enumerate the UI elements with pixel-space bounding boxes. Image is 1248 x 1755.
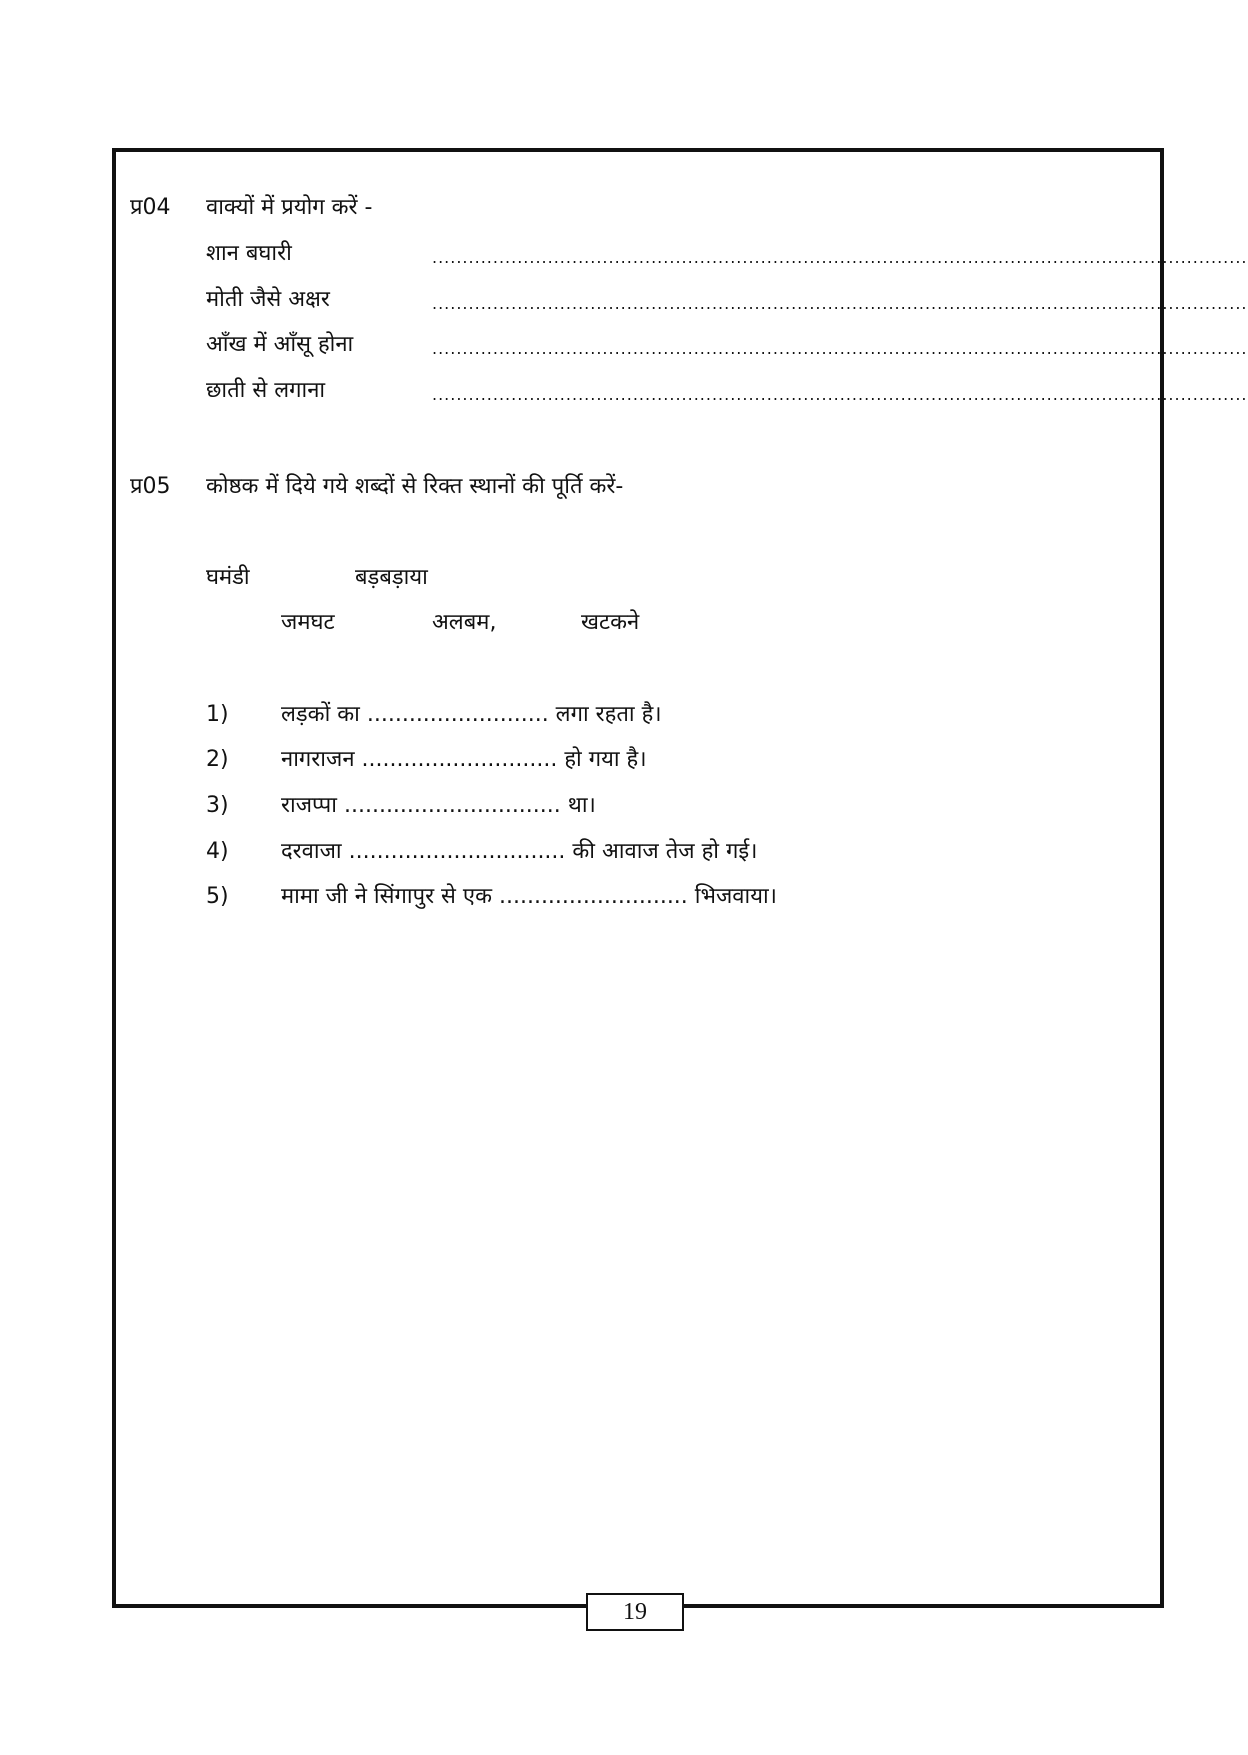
word-option: जमघट	[281, 610, 335, 635]
item-number: 5)	[206, 884, 229, 909]
q4-item: आँख में आँसू होना	[206, 332, 354, 357]
word-option: खटकने	[581, 610, 640, 635]
answer-line: ......................................................................................................................................	[432, 339, 1248, 358]
word-option: घमंडी	[206, 565, 250, 590]
q4-item: मोती जैसे अक्षर	[206, 287, 330, 312]
item-number: 4)	[206, 839, 229, 864]
fill-sentence: मामा जी ने सिंगापुर से एक ........................... भिजवाया।	[281, 884, 778, 909]
fill-sentence: राजप्पा ............................... था।	[281, 793, 596, 818]
fill-sentence: लड़कों का .......................... लगा रहता है।	[281, 702, 662, 727]
q4-label: प्र04	[130, 195, 171, 220]
q4-item: छाती से लगाना	[206, 378, 326, 403]
page-border	[112, 148, 1248, 1608]
fill-sentence: दरवाजा ............................... की आवाज तेज हो गई।	[281, 839, 758, 864]
q5-label: प्र05	[130, 474, 171, 499]
item-number: 2)	[206, 747, 229, 772]
page-number: 19	[586, 1593, 684, 1631]
item-number: 3)	[206, 793, 229, 818]
q4-title: वाक्यों में प्रयोग करें -	[206, 195, 373, 220]
answer-line: ......................................................................................................................................	[432, 248, 1248, 267]
item-number: 1)	[206, 702, 229, 727]
q4-item: शान बघारी	[206, 241, 292, 266]
fill-sentence: नागराजन ............................ हो गया है।	[281, 747, 647, 772]
word-option: बड़बड़ाया	[355, 565, 428, 590]
answer-line: ......................................................................................................................................	[432, 385, 1248, 404]
q5-title: कोष्ठक में दिये गये शब्दों से रिक्त स्थानों की पूर्ति करें-	[206, 474, 624, 499]
word-option: अलबम,	[432, 610, 497, 635]
answer-line: ......................................................................................................................................	[432, 294, 1248, 313]
